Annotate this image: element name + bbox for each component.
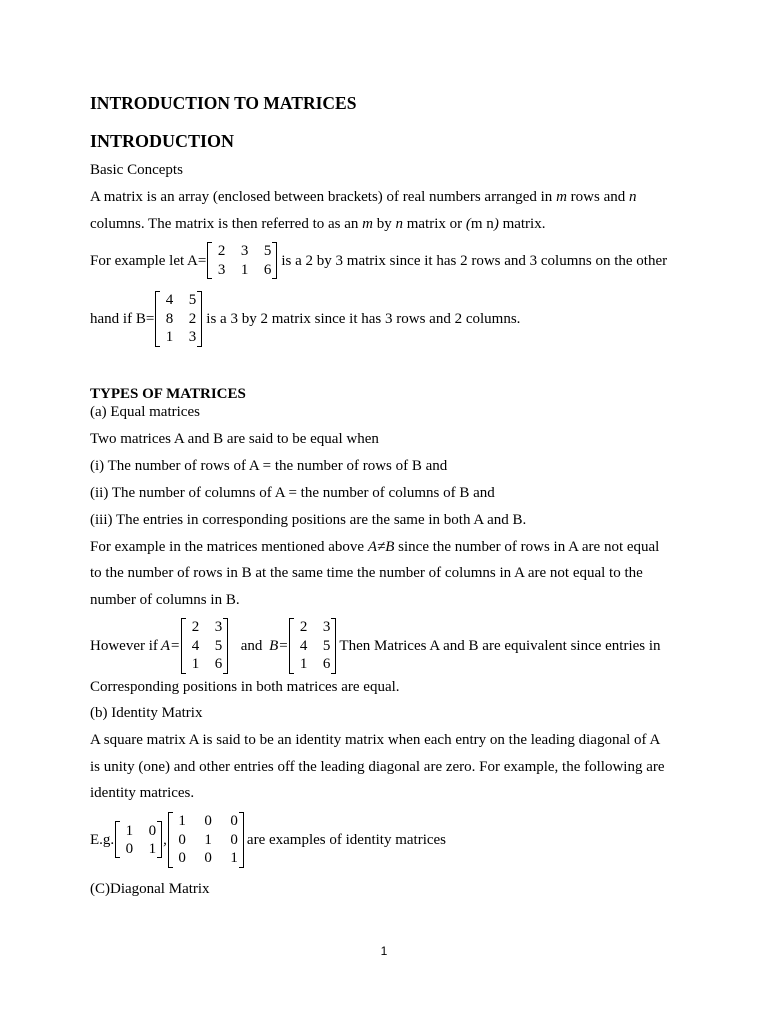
matrix-entry: 3 <box>322 619 331 636</box>
matrix-entry: 3 <box>240 243 249 260</box>
text: However if <box>90 637 158 654</box>
matrix-row <box>174 831 238 850</box>
paragraph-definition-line2 <box>90 215 545 233</box>
equal-example-line1 <box>90 538 659 556</box>
matrix-entry: 5 <box>214 637 223 654</box>
matrix-row <box>161 291 196 310</box>
equal-intro: Two matrices A and B are said to be equal when <box>90 431 379 447</box>
text: For example in the matrices mentioned above <box>90 539 368 555</box>
equal-example-line2: to the number of rows in B at the same time the number of columns in A are not equal to the <box>90 565 643 581</box>
subheading-diagonal-matrix: (C)Diagonal Matrix <box>90 881 210 897</box>
matrix-entry: 1 <box>204 831 212 848</box>
label-a: A= <box>160 637 181 654</box>
text: Then Matrices A and B are equivalent since entries in <box>339 637 661 654</box>
matrix-entry: 5 <box>263 243 272 260</box>
italic-paren: ( <box>465 216 471 232</box>
math-a-not-equal-b: A≠B <box>367 539 395 555</box>
matrix-row <box>161 310 196 329</box>
matrix-a-2x3 <box>207 242 277 279</box>
matrix-b-3x2 <box>289 618 336 674</box>
matrix-entry: 3 <box>188 329 197 346</box>
text: m n <box>470 216 494 232</box>
matrix-entry: 1 <box>178 813 186 830</box>
matrix-row <box>295 618 330 637</box>
identity-matrix-2x2 <box>115 821 162 858</box>
text: For example let A= <box>90 252 207 269</box>
matrix-entry: 3 <box>214 619 223 636</box>
text: hand if B= <box>90 310 155 327</box>
matrix-row <box>174 812 238 831</box>
matrix-entry: 6 <box>214 656 223 673</box>
matrix-entry: 2 <box>217 243 226 260</box>
matrix-entry: 1 <box>240 261 249 278</box>
example-matrix-a-line <box>90 242 667 279</box>
matrix-row <box>213 242 271 261</box>
subheading-equal-matrices: (a) Equal matrices <box>90 404 200 420</box>
matrix-entry: 0 <box>148 822 157 839</box>
text: rows and <box>566 189 629 205</box>
matrix-row <box>187 618 222 637</box>
matrix-b-3x2 <box>155 291 202 347</box>
text: matrix or <box>402 216 466 232</box>
example-matrix-b-line <box>90 291 520 347</box>
matrix-row <box>187 637 222 656</box>
matrix-entry: 1 <box>191 656 200 673</box>
matrix-entry: 1 <box>230 850 238 867</box>
matrix-row <box>295 655 330 674</box>
section-heading-types: TYPES OF MATRICES <box>90 386 246 402</box>
text: since the number of rows in A are not equal <box>394 539 660 555</box>
identity-matrix-3x3 <box>168 812 244 868</box>
text: A matrix is an array (enclosed between brackets) of real numbers arranged in <box>90 189 557 205</box>
matrix-entry: 4 <box>165 292 174 309</box>
text: columns. The matrix is then referred to as an <box>90 216 363 232</box>
text: are examples of identity matrices <box>246 831 447 848</box>
matrix-entry: 1 <box>165 329 174 346</box>
subheading-identity-matrix: (b) Identity Matrix <box>90 705 203 721</box>
text: is a 2 by 3 matrix since it has 2 rows and 3 columns on the other <box>281 252 668 269</box>
page-number: 1 <box>380 944 388 958</box>
matrix-entry: 0 <box>204 813 212 830</box>
subheading-basic-concepts: Basic Concepts <box>90 162 183 178</box>
equal-condition-3: (iii) The entries in corresponding positions are the same in both A and B. <box>90 512 527 528</box>
matrix-row <box>161 328 196 347</box>
italic-n: n <box>628 189 637 205</box>
matrix-row <box>187 655 222 674</box>
equal-example-line3: number of columns in B. <box>90 592 240 608</box>
equal-condition-1: (i) The number of rows of A = the number of rows of B and <box>90 458 448 474</box>
matrix-entry: 6 <box>263 261 272 278</box>
matrix-entry: 2 <box>299 619 308 636</box>
matrix-entry: 6 <box>322 656 331 673</box>
identity-line3: identity matrices. <box>90 785 195 801</box>
identity-line2: is unity (one) and other entries off the leading diagonal are zero. For example, the following are <box>90 759 665 775</box>
equal-condition-2: (ii) The number of columns of A = the number of columns of B and <box>90 485 495 501</box>
matrix-entry: 5 <box>322 637 331 654</box>
text: matrix. <box>498 216 546 232</box>
matrix-row <box>295 637 330 656</box>
paragraph-definition-line1 <box>90 188 636 206</box>
matrix-entry: 4 <box>299 637 308 654</box>
matrix-entry: 1 <box>148 841 157 857</box>
text: E.g. <box>90 831 115 848</box>
comma: , <box>163 831 167 848</box>
text: by <box>372 216 396 232</box>
matrix-row <box>121 821 156 840</box>
section-heading-introduction: INTRODUCTION <box>90 131 235 151</box>
matrix-entry: 0 <box>178 831 186 848</box>
text: and <box>233 637 267 654</box>
identity-line1: A square matrix A is said to be an identity matrix when each entry on the leading diagonal of A <box>90 732 661 748</box>
label-b: B= <box>269 637 289 654</box>
matrix-entry: 0 <box>230 813 238 830</box>
identity-examples-line <box>90 812 446 868</box>
italic-m: m <box>556 189 567 205</box>
matrix-entry: 5 <box>188 292 197 309</box>
matrix-entry: 0 <box>125 841 134 857</box>
matrix-row <box>174 849 238 868</box>
italic-n: n <box>395 216 403 232</box>
text: is a 3 by 2 matrix since it has 3 rows and 2 columns. <box>206 310 521 327</box>
matrix-entry: 3 <box>217 261 226 278</box>
italic-paren: ) <box>493 216 499 232</box>
matrix-entry: 0 <box>230 831 238 848</box>
document-title: INTRODUCTION TO MATRICES <box>90 93 357 113</box>
equal-conclusion: Corresponding positions in both matrices are equal. <box>90 679 400 695</box>
matrix-entry: 4 <box>191 637 200 654</box>
matrix-entry: 8 <box>165 310 174 327</box>
matrix-entry: 0 <box>178 850 186 867</box>
matrix-row <box>213 261 271 280</box>
matrix-entry: 0 <box>204 850 212 867</box>
matrix-entry: 2 <box>188 310 197 327</box>
matrix-entry: 1 <box>125 822 134 839</box>
matrix-entry: 2 <box>191 619 200 636</box>
matrix-row <box>121 840 156 859</box>
matrix-entry: 1 <box>299 656 308 673</box>
italic-m: m <box>362 216 373 232</box>
equivalent-matrices-line <box>90 618 661 674</box>
matrix-a-3x2 <box>181 618 228 674</box>
